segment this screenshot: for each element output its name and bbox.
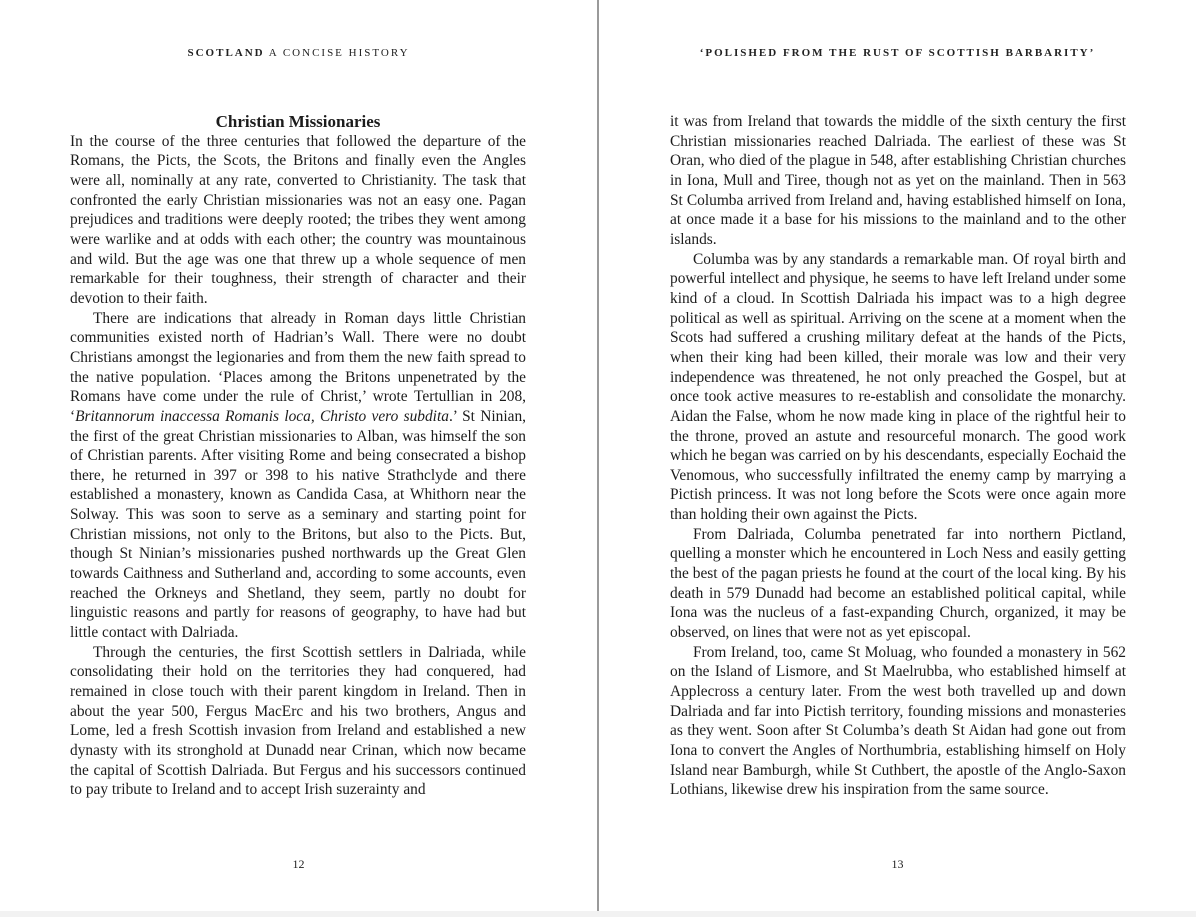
left-body-text [70, 112, 526, 800]
page-number-left: 12 [292, 857, 305, 871]
left-page [0, 0, 597, 917]
paragraph: In the course of the three centuries that followed the departure of the Romans, the Picts, the Scots, the Britons and finally even the Angles were all, nominally at any rate, converted to Christianity. The task that confronted the early Christian missionaries was not an easy one. Pagan prejudices and traditions were deeply rooted; the tribes they went among were warlike and at odds with each other; the country was mountainous and wild. But the age was one that threw up a whole sequence of men remarkable for their toughness, their strength of character and their devotion to their faith. [70, 132, 526, 307]
running-head-subtitle: A CONCISE HISTORY [264, 47, 410, 59]
paragraph-text: There are indications that already in Roman days little Christian communities existed north of Hadrian’s Wall. There were no doubt Christians amongst the legionaries and from them the new faith spread to the native population. ‘Places among the Britons unpenetrated by the Romans have come under the rule of Christ,’ wrote Tertullian in 208, ‘ [70, 309, 526, 425]
page-number-right: 13 [891, 857, 904, 871]
right-page [599, 0, 1196, 917]
paragraph: From Ireland, too, came St Moluag, who founded a monastery in 562 on the Island of Lismore, and St Maelrubba, who established himself at Applecross a century later. From the west both travelled up and down Dalriada and far into Pictish territory, founding missions and monasteries as they went. Soon after St Columba’s death St Aidan had gone out from Iona to convert the Angles of Northumbria, establishing himself on Holy Island near Bamburgh, while St Cuthbert, the apostle of the Anglo-Saxon Lothians, likewise drew his inspiration from the same source. [670, 643, 1126, 799]
section-heading: Christian Missionaries [215, 112, 381, 131]
right-running-head: ‘POLISHED FROM THE RUST OF SCOTTISH BARBARITY’ [699, 47, 1096, 59]
left-running-head [0, 47, 597, 59]
paragraph: Through the centuries, the first Scottish settlers in Dalriada, while consolidating their hold on the territories they had conquered, had remained in close touch with their parent kingdom in Ireland. Then in about the year 500, Fergus MacErc and his two brothers, Angus and Lome, led a fresh Scottish invasion from Ireland and established a new dynasty with its stronghold at Dunadd near Crinan, which now became the capital of Scottish Dalriada. But Fergus and his successors continued to pay tribute to Ireland and to accept Irish suzerainty and [70, 643, 526, 799]
running-head-title: SCOTLAND [187, 47, 265, 59]
paragraph: it was from Ireland that towards the middle of the sixth century the first Christian missionaries reached Dalriada. The earliest of these was St Oran, who died of the plague in 548, after establishing Christian churches in Iona, Mull and Tiree, though not as yet on the mainland. Then in 563 St Columba arrived from Ireland and, having established himself on Iona, at once made it a base for his missions to the mainland and to the other islands. [670, 113, 1126, 248]
bottom-edge [0, 911, 1196, 917]
paragraph: Columba was by any standards a remarkable man. Of royal birth and powerful intellect and physique, he seems to have left Ireland under some kind of a cloud. In Scottish Dalriada his impact was to a high degree political as well as spiritual. Arriving on the scene at a moment when the Scots had suffered a crushing military defeat at the hands of the Picts, when their king had been killed, their morale was low and their very independence was threatened, he not only preached the Gospel, but at once took active measures to re-establish and consolidate the monarchy. Aidan the False, whom he now made king in place of the rightful heir to the throne, proved an astute and resourceful monarch. The good work which he began was carried on by his descendants, especially Eochaid the Venomous, who successfully infiltrated the enemy camp by marrying a Pictish princess. It was not long before the Scots were once again more than holding their own against the Picts. [670, 250, 1126, 524]
paragraph: From Dalriada, Columba penetrated far into northern Pictland, quelling a monster which he encountered in Loch Ness and easily getting the best of the pagan priests he found at the court of the local king. By his death in 579 Dunadd had become an established political capital, while Iona was the nucleus of a fast-expanding Church, organized, it may be observed, on lines that were not as yet episcopal. [670, 525, 1126, 642]
right-body-text [670, 112, 1126, 800]
latin-quote: Britannorum inaccessa Romanis loca, Christo vero subdita [75, 407, 449, 425]
paragraph [70, 309, 526, 643]
paragraph-text: .’ St Ninian, the first of the great Christian missionaries to Alban, was himself the son of Christian parents. After visiting Rome and being consecrated a bishop there, he returned in 397 or 398 to his native Strathclyde and there established a monastery, known as Candida Casa, at Whithorn near the Solway. This was soon to serve as a seminary and starting point for Christian missions, not only to the Britons, but also to the Picts. But, though St Ninian’s missionaries pushed northwards up the Great Glen towards Caithness and Sutherland and, according to some accounts, even reached the Orkneys and Shetland, they seem, partly no doubt for linguistic reasons and partly for reasons of geography, to have had but little contact with Dalriada. [70, 407, 526, 642]
